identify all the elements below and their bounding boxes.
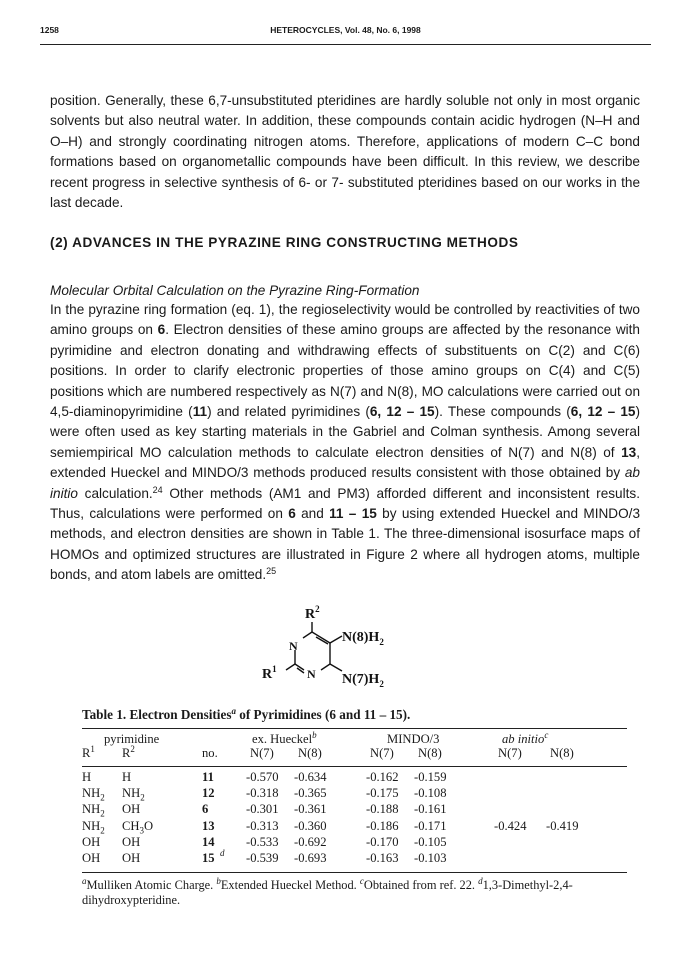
compound-ref: 6, 12 – 15 <box>570 404 636 420</box>
table-bottom-rule <box>82 872 627 873</box>
cell-compound-no: 6 <box>202 802 209 817</box>
cell-mindo-n8: -0.159 <box>414 770 447 784</box>
cell-hueckel-n8: -0.634 <box>294 770 327 784</box>
cell-r1: $NH_2$ <box>82 802 105 819</box>
cell-mindo-n7: -0.170 <box>366 834 399 849</box>
n8-amine-label: $N(8)H_2$ <box>342 630 384 647</box>
col-header-abinitio-n8: N(8) <box>550 746 574 760</box>
text-run: calculation. <box>77 485 153 501</box>
intro-paragraph <box>50 91 640 213</box>
cell-mindo-n8: -0.108 <box>414 786 447 801</box>
cell-hueckel-n8: -0.361 <box>294 802 327 817</box>
page-header <box>40 22 651 45</box>
bond-c4-n7 <box>330 664 342 671</box>
n7-amine-label: $N(7)H_2$ <box>342 672 384 689</box>
col-header-abinitio-n7: N(7) <box>498 746 522 760</box>
cell-hueckel-n7: -0.301 <box>246 802 279 817</box>
compound-ref: 6, 12 – 15 <box>369 404 435 420</box>
cell-hueckel-n7: -0.318 <box>246 786 279 801</box>
compound-ref: 11 <box>192 404 208 420</box>
cell-r1: OH <box>82 834 101 849</box>
r1-label: $R^1$ <box>262 664 277 682</box>
text-run: ) and related pyrimidines ( <box>207 404 370 420</box>
bond-c6-c5 <box>312 632 330 643</box>
cell-mindo-n7: -0.186 <box>366 818 399 833</box>
cell-r2: $CH_3O$ <box>122 818 154 836</box>
intro-text: position. Generally, these 6,7-unsubstituted pteridines are hardly soluble not only in most organic solvents but also neutral water. In addition, these compounds contain acidic hydrogen (N–H and O–H) and strongly coordinating nitrogen atoms. Therefore, applications of modern C–C bond formations based on organometallic compounds have been difficult. In this review, we describe recent progress in selective synthesis of 6- or 7- substituted pteridines based on our works in the last decade. <box>50 93 640 211</box>
cell-mindo-n7: -0.188 <box>366 802 399 817</box>
text-run: In the pyrazine ring formation (eq. 1), the regioselectivity would be controlled by reactivities of two amino groups on <box>50 302 640 338</box>
cell-r1: $NH_2$ <box>82 786 105 803</box>
cell-mindo-n8: -0.103 <box>414 851 447 865</box>
n1-label: N <box>289 639 298 653</box>
text-run: . Electron densities of these amino groups are affected by the resonance with pyrimidine and electron donating and withdrawing effects of substituents on C(2) and C(6) positions. In order to clarify electronic properties of those amino groups on C(4) and C(5) positions which are numbered respectively as N(7) and N(8), MO calculations were carried out on 4,5-diaminopyrimidine ( <box>50 322 640 420</box>
col-header-no: no. <box>202 746 218 760</box>
cell-hueckel-n7: -0.570 <box>246 770 279 784</box>
journal-running-title: HETEROCYCLES, Vol. 48, No. 6, 1998 <box>270 25 421 35</box>
citation-ref: 24 <box>152 484 163 495</box>
cell-compound-no: 12 <box>202 786 215 801</box>
col-header-r2: $R^2$ <box>122 744 135 760</box>
compound-ref: 6 <box>157 322 166 338</box>
cell-compound-no: 13 <box>202 818 215 833</box>
cell-compound-no: 14 <box>202 834 215 849</box>
col-header-hueckel-n7: N(7) <box>250 746 274 760</box>
bond-c5-n8 <box>330 636 342 643</box>
page-number: 1258 <box>40 25 59 35</box>
col-header-r1: $R^1$ <box>82 744 95 760</box>
text-run: , extended Hueckel and MINDO/3 methods produced results consistent with those obtained by <box>50 444 640 481</box>
section-heading: (2) ADVANCES IN THE PYRAZINE RING CONSTRUCTING METHODS <box>50 235 519 250</box>
text-run: ). These compounds ( <box>434 404 571 420</box>
cell-r2: OH <box>122 851 141 865</box>
group-header-pyrimidine: pyrimidine <box>104 732 160 746</box>
compound-ref: 13 <box>621 444 637 460</box>
cell-hueckel-n8: -0.365 <box>294 786 327 801</box>
cell-hueckel-n8: -0.692 <box>294 834 327 849</box>
cell-hueckel-n7: -0.533 <box>246 834 279 849</box>
pyrimidine-structure-diagram <box>250 598 450 702</box>
cell-mindo-n8: -0.161 <box>414 802 447 817</box>
text-run: Other methods (AM1 and PM3) afforded different and inconsistent results. Thus, calculations were performed on <box>50 485 640 522</box>
cell-r2: H <box>122 770 132 784</box>
compound-ref: 6 <box>288 506 296 522</box>
cell-r2: $NH_2$ <box>122 786 145 803</box>
cell-hueckel-n8: -0.693 <box>294 851 327 865</box>
subsection-heading: Molecular Orbital Calculation on the Pyrazine Ring-Formation <box>50 283 420 298</box>
cell-r1: OH <box>82 851 101 865</box>
cell-mindo-n7: -0.163 <box>366 851 399 865</box>
table-header-rule <box>82 766 627 767</box>
table-caption: Table 1. Electron Densities$^a$ of Pyrimidines (6 and 11 – 15). <box>82 706 411 722</box>
col-header-mindo-n7: N(7) <box>370 746 394 760</box>
compound-ref: 11 – 15 <box>329 506 377 522</box>
cell-mindo-n7: -0.175 <box>366 786 399 801</box>
cell-r1: H <box>82 770 92 784</box>
citation-ref: 25 <box>266 566 277 577</box>
n3-label: N <box>307 667 316 681</box>
cell-hueckel-n7: -0.313 <box>246 818 279 833</box>
bond-c2-r1 <box>286 664 295 670</box>
text-run: ) were often used as key starting materials in the Gabriel and Colman synthesis. Among several semiempirical MO calculation methods to calculate electron densities of N(7) and N(8) of <box>50 404 641 460</box>
table-top-rule <box>82 728 627 729</box>
bond-c6-n1 <box>303 632 312 638</box>
cell-r2: OH <box>122 834 141 849</box>
col-header-hueckel-n8: N(8) <box>298 746 322 760</box>
cell-r2: OH <box>122 802 141 817</box>
cell-compound-no: 15 <box>202 851 215 865</box>
cell-abinitio-n8: -0.419 <box>546 818 579 833</box>
table-footnote: $^a$Mulliken Atomic Charge. $^b$Extended Hueckel Method. $^c$Obtained from ref. 22. $^d$1,3-Dimethyl-2,4-dihydroxypteridine. <box>82 876 573 907</box>
text-run: by using extended Hueckel and MINDO/3 methods, and electron densities are shown in Table 1. The three-dimensional isosurface maps of HOMOs and optimized structures are illustrated in Figure 2 where all hydrogen atoms, multiple bonds, and atom labels are omitted. <box>50 506 641 583</box>
bond-n3-c4 <box>321 664 330 670</box>
cell-mindo-n8: -0.171 <box>414 818 447 833</box>
cell-mindo-n7: -0.162 <box>366 770 399 784</box>
group-header-abinitio: ab initio$^c$ <box>502 730 549 746</box>
col-header-mindo-n8: N(8) <box>418 746 442 760</box>
cell-abinitio-n7: -0.424 <box>494 818 527 833</box>
cell-mindo-n8: -0.105 <box>414 834 447 849</box>
group-header-hueckel: ex. Hueckel$^b$ <box>252 730 317 746</box>
italic-term: ab initio <box>50 465 640 501</box>
cell-hueckel-n7: -0.539 <box>246 851 279 865</box>
cell-hueckel-n8: -0.360 <box>294 818 327 833</box>
cell-compound-no: 11 <box>202 770 214 784</box>
mo-calculation-paragraph <box>50 300 640 586</box>
r2-label: $R^2$ <box>305 604 320 622</box>
group-header-mindo: MINDO/3 <box>387 732 440 746</box>
text-run: and <box>295 506 330 522</box>
cell-r1: $NH_2$ <box>82 818 105 836</box>
